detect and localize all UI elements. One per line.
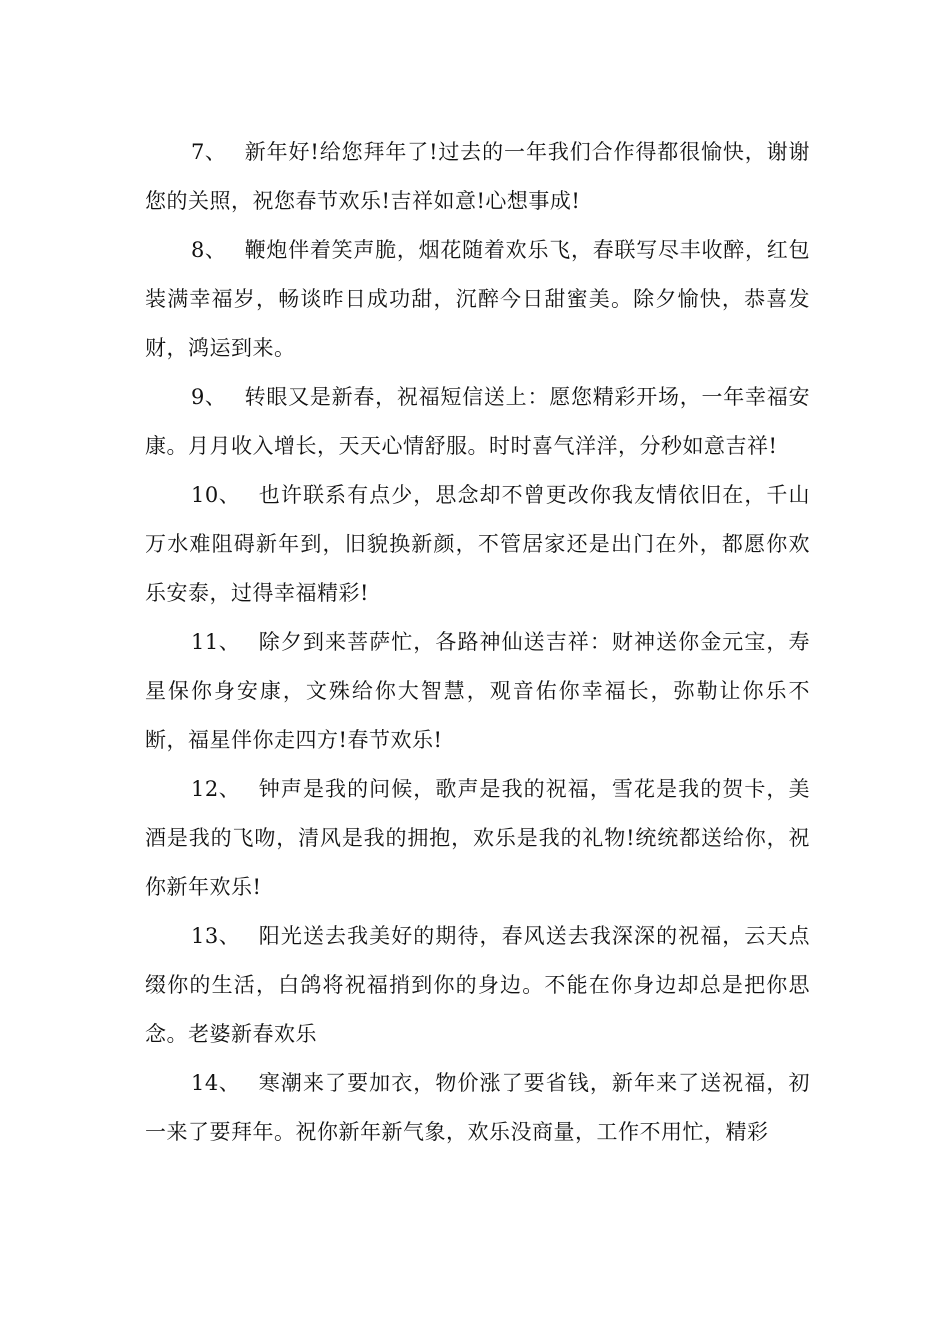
- paragraph-14: [145, 1059, 810, 1157]
- paragraph-number: 8、: [191, 238, 227, 262]
- paragraph-8: [145, 226, 810, 373]
- document-body: [145, 128, 810, 1157]
- paragraph-12: [145, 765, 810, 912]
- paragraph-text: 鞭炮伴着笑声脆，烟花随着欢乐飞，春联写尽丰收醉，红包装满幸福岁，畅谈昨日成功甜，沉醉今日甜蜜美。除夕愉快，恭喜发财，鸿运到来。: [145, 238, 810, 360]
- paragraph-text: 除夕到来菩萨忙，各路神仙送吉祥：财神送你金元宝，寿星保你身安康，文殊给你大智慧，观音佑你幸福长，弥勒让你乐不断，福星伴你走四方!春节欢乐!: [145, 630, 810, 752]
- paragraph-10: [145, 471, 810, 618]
- paragraph-number: 13、: [191, 924, 241, 948]
- paragraph-number: 7、: [191, 140, 227, 164]
- paragraph-9: [145, 373, 810, 471]
- paragraph-text: 转眼又是新春，祝福短信送上：愿您精彩开场，一年幸福安康。月月收入增长，天天心情舒服。时时喜气洋洋，分秒如意吉祥!: [145, 385, 810, 458]
- paragraph-number: 11、: [191, 630, 241, 654]
- paragraph-11: [145, 618, 810, 765]
- paragraph-text: 寒潮来了要加衣，物价涨了要省钱，新年来了送祝福，初一来了要拜年。祝你新年新气象，欢乐没商量，工作不用忙，精彩: [145, 1071, 810, 1144]
- paragraph-text: 新年好!给您拜年了!过去的一年我们合作得都很愉快，谢谢您的关照，祝您春节欢乐!吉祥如意!心想事成!: [145, 140, 810, 213]
- paragraph-text: 也许联系有点少，思念却不曾更改你我友情依旧在，千山万水难阻碍新年到，旧貌换新颜，不管居家还是出门在外，都愿你欢乐安泰，过得幸福精彩!: [145, 483, 810, 605]
- paragraph-number: 9、: [191, 385, 227, 409]
- paragraph-text: 阳光送去我美好的期待，春风送去我深深的祝福，云天点缀你的生活，白鸽将祝福捎到你的身边。不能在你身边却总是把你思念。老婆新春欢乐: [145, 924, 810, 1046]
- paragraph-13: [145, 912, 810, 1059]
- paragraph-number: 10、: [191, 483, 241, 507]
- paragraph-number: 14、: [191, 1071, 241, 1095]
- paragraph-7: [145, 128, 810, 226]
- paragraph-text: 钟声是我的问候，歌声是我的祝福，雪花是我的贺卡，美酒是我的飞吻，清风是我的拥抱，欢乐是我的礼物!统统都送给你，祝你新年欢乐!: [145, 777, 810, 899]
- paragraph-number: 12、: [191, 777, 241, 801]
